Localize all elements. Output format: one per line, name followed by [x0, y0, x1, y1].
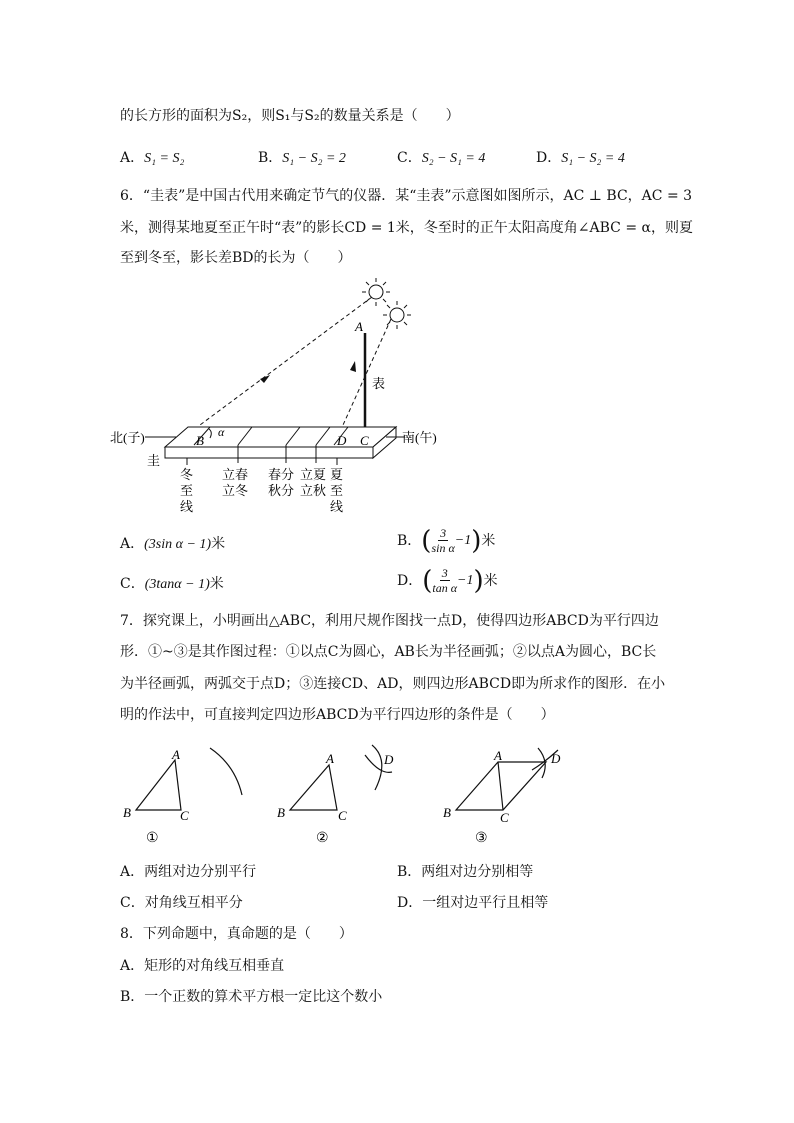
- triangle-figure-2: [290, 745, 392, 810]
- gui-label: 圭: [147, 453, 161, 468]
- q6-option-c: C．(3tanα − 1)米: [120, 576, 224, 592]
- q6-option-d: D． ( $\frac{3}{\text{tan α}}$ −1 ) 米: [397, 565, 498, 596]
- figure-2-label: ②: [316, 831, 329, 846]
- q8-option-a: A．矩形的对角线互相垂直: [120, 958, 285, 974]
- svg-text:春分: 春分: [268, 467, 295, 482]
- svg-text:B: B: [123, 805, 131, 820]
- q5-option-d: D．S₁ − S₂ = 4: [536, 150, 625, 166]
- parallelogram-figure-3: [456, 748, 558, 810]
- svg-text:至: 至: [180, 483, 194, 498]
- figure-3-label: ③: [475, 831, 488, 846]
- q6-stem-line2: 米，测得某地夏至正午时“表”的影长CD = 1米，冬至时的正午太阳高度角∠ABC = α，则夏: [120, 220, 693, 236]
- q5-option-b: B．S₁ − S₂ = 2: [258, 150, 346, 166]
- q7-construction-figures: [110, 740, 580, 850]
- svg-text:B: B: [443, 805, 451, 820]
- q7-option-c: C．对角线互相平分: [120, 895, 243, 911]
- svg-text:A: A: [494, 748, 502, 763]
- svg-text:B: B: [277, 805, 285, 820]
- svg-text:D: D: [384, 752, 394, 767]
- svg-text:夏: 夏: [330, 467, 344, 482]
- svg-text:立夏: 立夏: [300, 467, 327, 482]
- q7-stem-line3: 为半径画弧，两弧交于点D；③连接CD、AD，则四边形ABCD即为所求作的图形．在小: [120, 676, 666, 692]
- q8-option-b: B．一个正数的算术平方根一定比这个数小: [120, 989, 383, 1005]
- biao-label: 表: [372, 376, 386, 391]
- q5-option-a: A．S₁ = S₂: [120, 150, 185, 166]
- q5-stem-tail: 的长方形的面积为S₂，则S₁与S₂的数量关系是（ ）: [120, 108, 460, 124]
- winter-ray: [200, 297, 372, 425]
- q7-option-b: B．两组对边分别相等: [397, 864, 534, 880]
- triangle-figure-1: [136, 748, 242, 810]
- summer-ray: [343, 319, 391, 425]
- q7-option-d: D．一组对边平行且相等: [397, 895, 549, 911]
- svg-text:立冬: 立冬: [222, 483, 249, 498]
- svg-text:A: A: [172, 747, 180, 762]
- point-b-label: B: [196, 433, 204, 448]
- q7-option-a: A．两组对边分别平行: [120, 864, 257, 880]
- svg-text:秋分: 秋分: [268, 483, 295, 498]
- q5-option-c: C．S₂ − S₁ = 4: [397, 150, 486, 166]
- svg-text:C: C: [500, 810, 509, 825]
- svg-text:至: 至: [330, 483, 344, 498]
- point-d-label: D: [337, 433, 347, 448]
- solar-term-labels: [180, 467, 343, 514]
- svg-text:立秋: 立秋: [300, 483, 327, 498]
- guibiao-figure: [110, 275, 450, 520]
- north-label: 北(子): [110, 430, 145, 445]
- figure-1-label: ①: [146, 831, 159, 846]
- q6-stem-line1: 6．“圭表”是中国古代用来确定节气的仪器．某“圭表”示意图如图所示，AC ⊥ BC，AC = 3: [120, 188, 693, 204]
- q7-stem-line2: 形．①~③是其作图过程：①以点C为圆心，AB长为半径画弧；②以点A为圆心，BC长: [120, 644, 657, 660]
- point-a-label: A: [355, 319, 363, 334]
- q7-stem-line1: 7．探究课上，小明画出△ABC，利用尺规作图找一点D，使得四边形ABCD为平行四边: [120, 613, 659, 629]
- svg-text:冬: 冬: [180, 467, 194, 482]
- point-c-label: C: [360, 433, 369, 448]
- q7-stem-line4: 明的作法中，可直接判定四边形ABCD为平行四边形的条件是（ ）: [120, 707, 555, 723]
- svg-text:立春: 立春: [222, 467, 249, 482]
- q6-stem-line3: 至到冬至，影长差BD的长为（ ）: [120, 250, 352, 266]
- sun-icon: [383, 301, 411, 329]
- q6-option-b: B． ( $\frac{3}{\text{sin α}}$ −1 ) 米: [397, 525, 496, 556]
- q8-stem: 8．下列命题中，真命题的是（ ）: [120, 926, 353, 942]
- south-label: 南(午): [402, 430, 437, 445]
- svg-text:D: D: [551, 751, 561, 766]
- q6-option-a: A．(3sin α − 1)米: [120, 536, 226, 552]
- alpha-label: α: [218, 425, 225, 439]
- svg-text:C: C: [180, 808, 189, 823]
- svg-text:C: C: [338, 808, 347, 823]
- svg-text:线: 线: [180, 499, 194, 514]
- svg-text:线: 线: [330, 499, 344, 514]
- svg-text:A: A: [326, 751, 334, 766]
